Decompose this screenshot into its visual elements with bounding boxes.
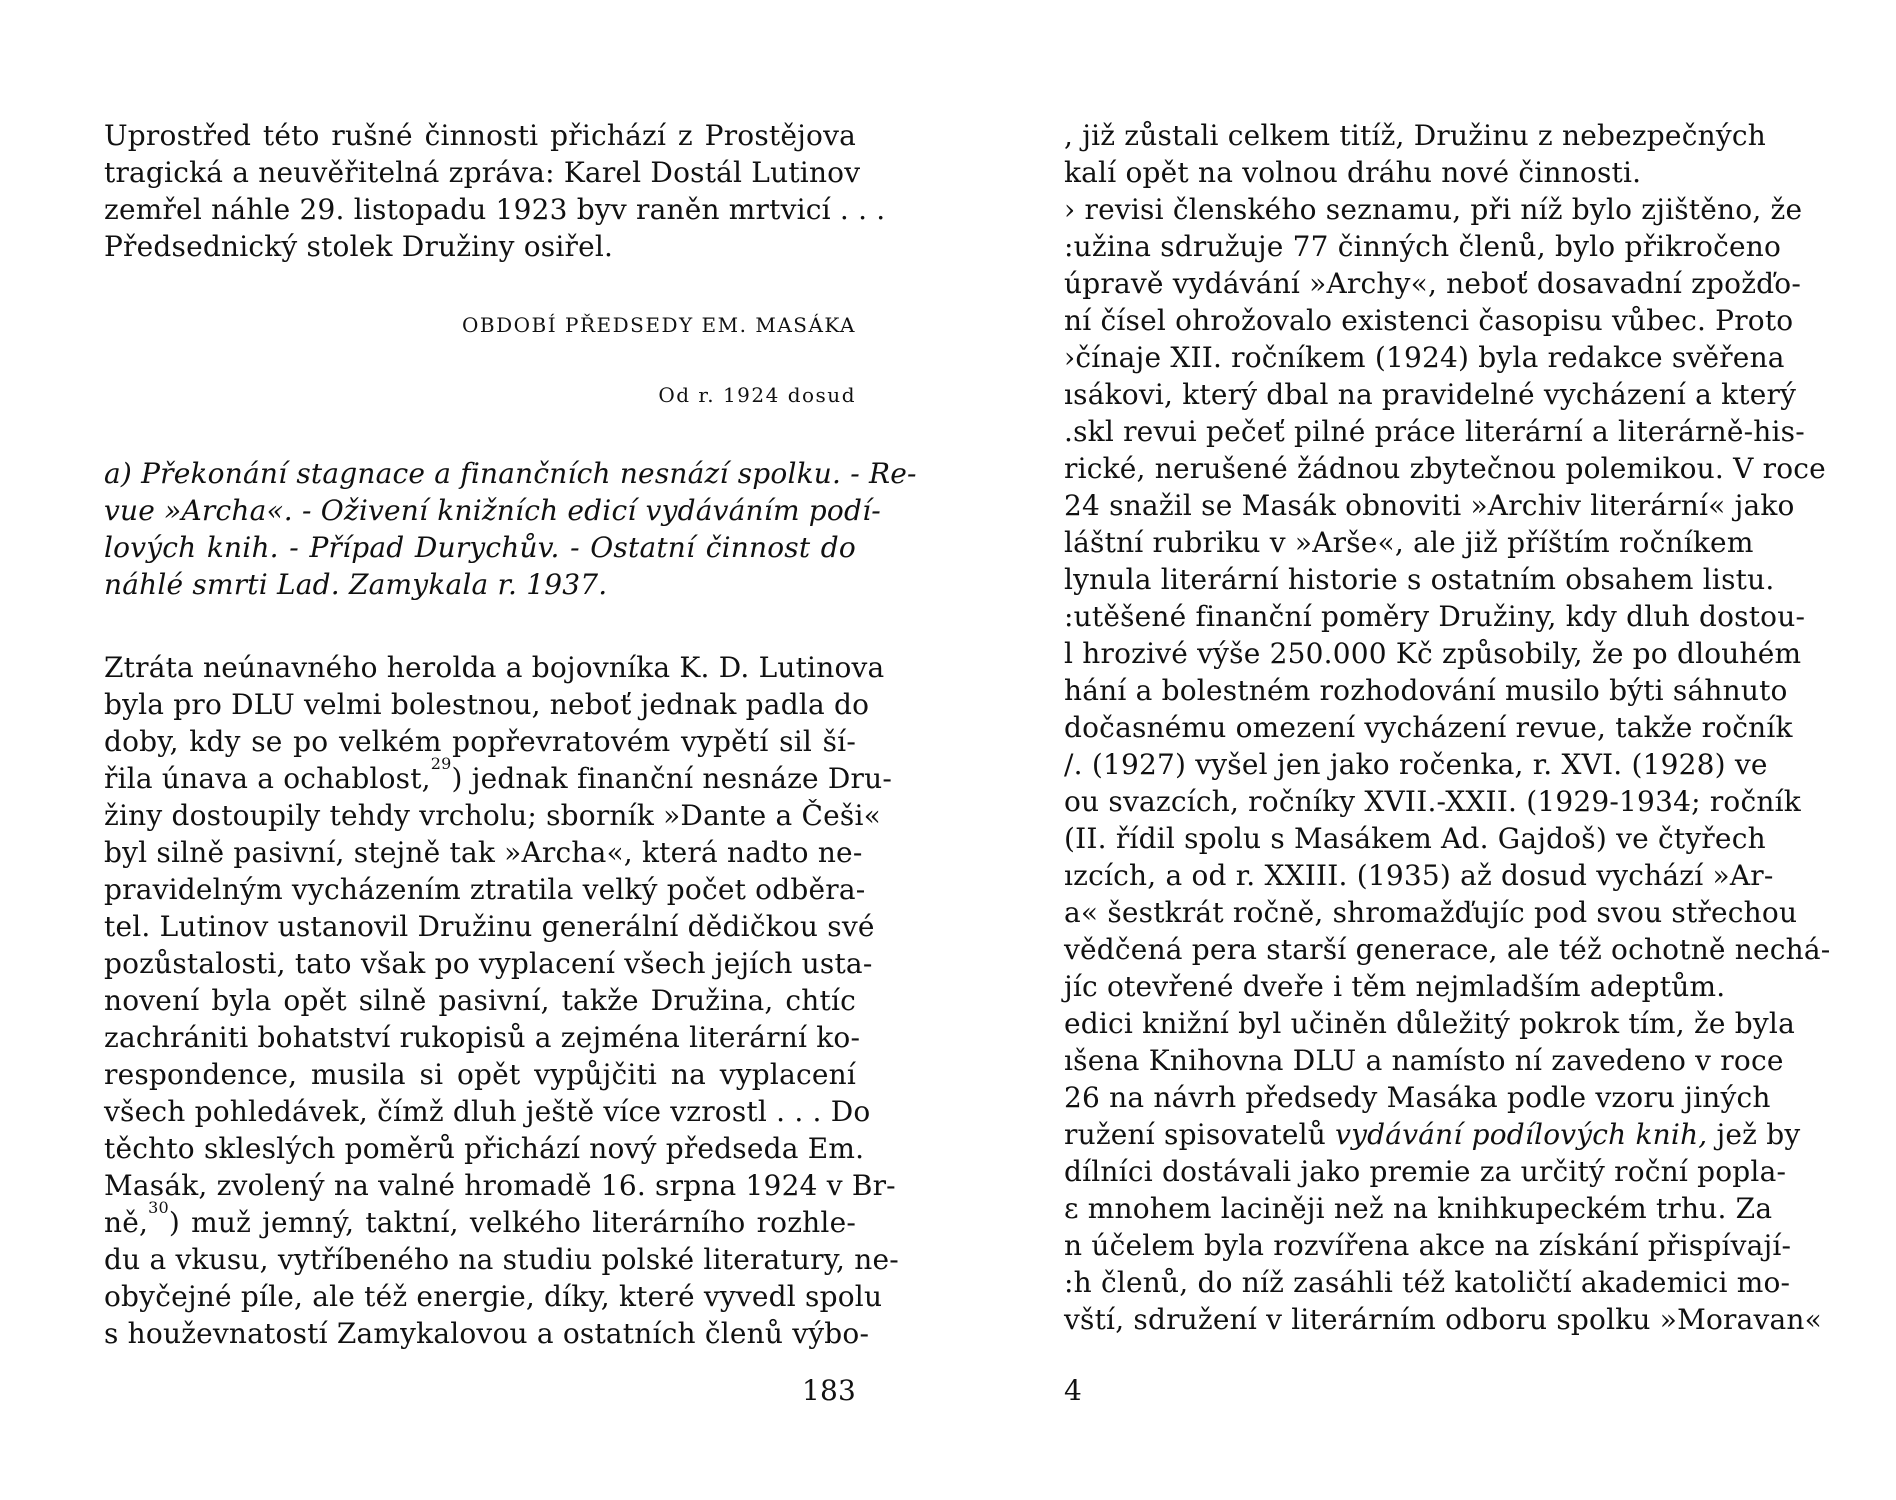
body-line: tel. Lutinov ustanovil Družinu generální dědičkou své: [104, 910, 875, 943]
body-line-text: ně,: [104, 1206, 149, 1239]
period-label: Od r. 1924 dosud: [658, 383, 856, 407]
text-line: 24 snažil se Masák obnoviti »Archiv literární« jako: [1064, 489, 1795, 522]
text-line: ›čínaje XII. ročníkem (1924) byla redakce svěřena: [1064, 341, 1785, 374]
text-line: jíc otevřené dveře i těm nejmladším adeptům.: [1064, 970, 1726, 1003]
text-line: vští, sdružení v literárním odboru spolku »Moravan«: [1064, 1303, 1822, 1336]
text-line: ızcích, a od r. XXIII. (1935) až dosud vychází »Ar-: [1064, 859, 1774, 892]
body-line: novení byla opět silně pasivní, takže Družina, chtíc: [104, 984, 856, 1017]
text-line: ıšena Knihovna DLU a namísto ní zavedeno v roce: [1064, 1044, 1784, 1077]
body-line: všech pohledávek, čímž dluh ještě více vzrostl . . . Do: [104, 1095, 871, 1128]
text-line: a« šestkrát ročně, shromažďujíc pod svou střechou: [1064, 896, 1798, 929]
text-line: 26 na návrh předsedy Masáka podle vzoru jiných: [1064, 1081, 1771, 1114]
intro-line: Uprostřed této rušné činnosti přichází z Prostějova: [104, 119, 856, 152]
body-line: Ztráta neúnavného herolda a bojovníka K. D. Lutinova: [104, 651, 885, 684]
intro-line: tragická a neuvěřitelná zpráva: Karel Dostál Lutinov: [104, 156, 861, 189]
text-line: :h členů, do níž zasáhli též katoličtí akademici mo-: [1064, 1266, 1791, 1299]
text-line: lynula literární historie s ostatním obsahem listu.: [1064, 563, 1775, 596]
body-line: byl silně pasivní, stejně tak »Archa«, která nadto ne-: [104, 836, 863, 869]
body-line: byla pro DLU velmi bolestnou, neboť jednak padla do: [104, 688, 870, 721]
body-line: pozůstalosti, tato však po vyplacení všech jejích usta-: [104, 947, 873, 980]
text-line: dílníci dostávali jako premie za určitý roční popla-: [1064, 1155, 1787, 1188]
body-line: Masák, zvolený na valné hromadě 16. srpna 1924 v Br-: [104, 1169, 896, 1202]
text-line: .skl revui pečeť pilné práce literární a literárně-his-: [1064, 415, 1805, 448]
body-line: [104, 754, 893, 795]
body-line-text: ) jednak finanční nesnáze Dru-: [451, 762, 893, 795]
text-line: hání a bolestném rozhodování musilo býti sáhnuto: [1064, 674, 1788, 707]
summary-line: vue »Archa«. - Oživení knižních edicí vydáváním podí-: [104, 494, 881, 527]
body-line: du a vkusu, vytříbeného na studiu polské literatury, ne-: [104, 1243, 899, 1276]
text-line: ou svazcích, ročníky XVII.-XXII. (1929-1934; ročník: [1064, 785, 1801, 818]
right-page: [948, 0, 1896, 1500]
text-line: › revisi členského seznamu, při níž bylo zjištěno, že: [1064, 193, 1803, 226]
text-line: úpravě vydávání »Archy«, neboť dosavadní zpožďo-: [1064, 267, 1802, 300]
body-line: pravidelným vycházením ztratila velký počet odběra-: [104, 873, 866, 906]
body-line: doby, kdy se po velkém popřevratovém vypětí sil ší-: [104, 725, 856, 758]
text-line: kalí opět na volnou dráhu nové činnosti.: [1064, 156, 1642, 189]
text-line: edici knižní byl učiněn důležitý pokrok tím, že byla: [1064, 1007, 1795, 1040]
text-line: vědčená pera starší generace, ale též ochotně nechá-: [1064, 933, 1831, 966]
summary-line: a) Překonání stagnace a finančních nesnází spolku. - Re-: [104, 457, 917, 490]
body-line: těchto skleslých poměrů přichází nový předseda Em.: [104, 1132, 865, 1165]
text-line: , již zůstali celkem titíž, Družinu z nebezpečných: [1064, 119, 1766, 152]
text-line: l hrozivé výše 250.000 Kč způsobily, že po dlouhém: [1064, 637, 1802, 670]
footnote-ref: 29: [430, 754, 452, 773]
section-heading: OBDOBÍ PŘEDSEDY EM. MASÁKA: [462, 313, 856, 337]
text-line: n účelem byla rozvířena akce na získání přispívají-: [1064, 1229, 1792, 1262]
text-line: (II. řídil spolu s Masákem Ad. Gajdoš) ve čtyřech: [1064, 822, 1766, 855]
body-line: obyčejné píle, ale též energie, díky, které vyvedl spolu: [104, 1280, 883, 1313]
body-line: respondence, musila si opět vypůjčiti na vyplacení: [104, 1058, 856, 1091]
text-line: [1064, 1118, 1801, 1151]
text-line: ε mnohem laciněji než na knihkupeckém trhu. Za: [1064, 1192, 1773, 1225]
body-line-text: řila únava a ochablost,: [104, 762, 431, 795]
text-line: /. (1927) vyšel jen jako ročenka, r. XVI. (1928) ve: [1064, 748, 1768, 781]
body-line: [104, 1198, 856, 1239]
text-line: :utěšené finanční poměry Družiny, kdy dluh dostou-: [1064, 600, 1806, 633]
footnote-ref: 30: [148, 1198, 169, 1217]
page-number: 4: [1064, 1374, 1083, 1407]
body-line: zachrániti bohatství rukopisů a zejména literární ko-: [104, 1021, 861, 1054]
summary-line: náhlé smrti Lad. Zamykala r. 1937.: [104, 568, 608, 601]
emphasis-text: vydávání podílových knih,: [1335, 1118, 1708, 1151]
text-line: :užina sdružuje 77 činných členů, bylo přikročeno: [1064, 230, 1782, 263]
text-line: ısákovi, který dbal na pravidelné vycházení a který: [1064, 378, 1797, 411]
body-line-text: ) muž jemný, taktní, velkého literárního rozhle-: [168, 1206, 856, 1239]
body-line: žiny dostoupily tehdy vrcholu; sborník »Dante a Češi«: [104, 799, 881, 832]
text-line-part: jež by: [1707, 1118, 1801, 1151]
text-line: dočasnému omezení vycházení revue, takže ročník: [1064, 711, 1793, 744]
text-line-part: ružení spisovatelů: [1064, 1118, 1336, 1151]
body-line: s houževnatostí Zamykalovou a ostatních členů výbo-: [104, 1317, 870, 1350]
text-line: ní čísel ohrožovalo existenci časopisu vůbec. Proto: [1064, 304, 1794, 337]
page-number: 183: [801, 1374, 856, 1407]
text-line: rické, nerušené žádnou zbytečnou polemikou. V roce: [1064, 452, 1826, 485]
intro-line: Předsednický stolek Družiny osiřel.: [104, 230, 614, 263]
text-line: láštní rubriku v »Arše«, ale již příštím ročníkem: [1064, 526, 1754, 559]
summary-line: lových knih. - Případ Durychův. - Ostatní činnost do: [104, 531, 856, 564]
intro-line: zemřel náhle 29. listopadu 1923 byv raněn mrtvicí . . .: [104, 193, 886, 226]
